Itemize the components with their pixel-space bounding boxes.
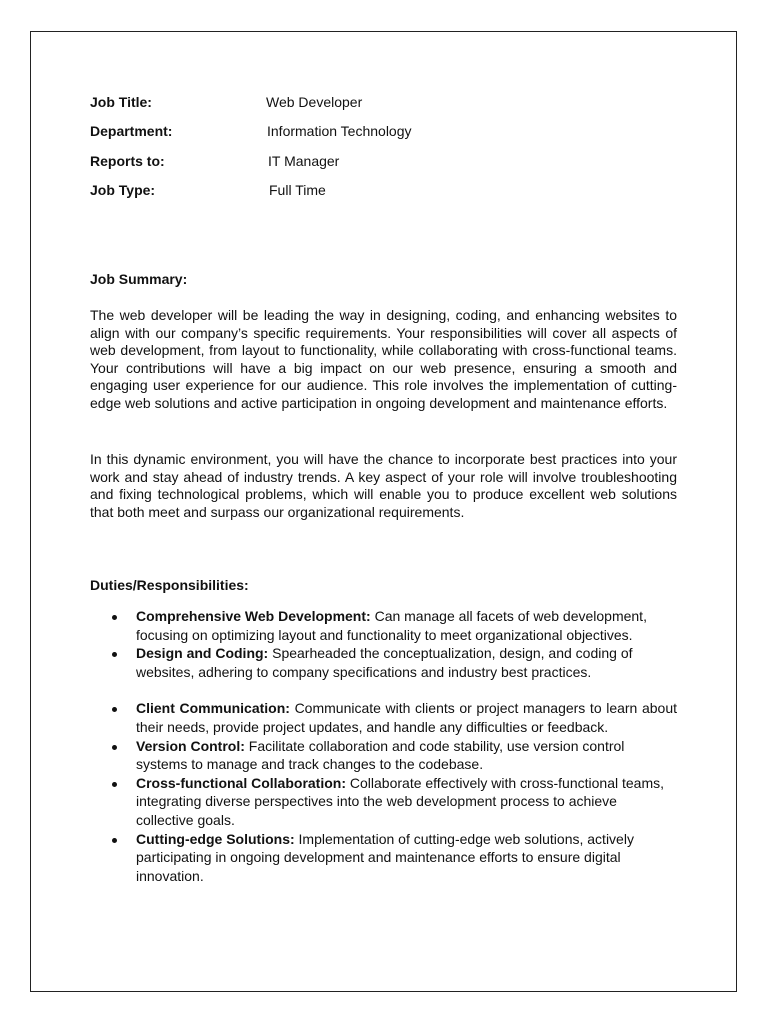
department-value: Information Technology xyxy=(267,123,412,139)
job-summary-heading: Job Summary: xyxy=(90,271,188,287)
duties-list xyxy=(112,607,677,885)
job-title-value: Web Developer xyxy=(266,94,363,110)
bullet-icon xyxy=(112,652,117,657)
duty-title: Cross-functional Collaboration: xyxy=(136,774,346,791)
duty-item xyxy=(112,830,677,886)
job-title-label: Job Title: xyxy=(90,94,152,110)
duty-text: Implementation of cutting-edge web solutions, actively participating in ongoing development and maintenance efforts to ensure digital innovation. xyxy=(136,830,634,884)
duty-item xyxy=(112,737,677,774)
duties-heading: Duties/Responsibilities: xyxy=(90,577,249,593)
duty-item xyxy=(112,774,677,830)
department-label: Department: xyxy=(90,123,173,139)
duty-text: Spearheaded the conceptualization, design, and coding of websites, adhering to company specifications and industry best practices. xyxy=(136,645,633,680)
duty-title: Cutting-edge Solutions: xyxy=(136,830,295,847)
duty-text: Facilitate collaboration and code stability, use version control systems to manage and track changes to the codebase. xyxy=(136,737,625,773)
bullet-icon xyxy=(112,782,117,787)
duty-text: Collaborate effectively with cross-functional teams, integrating diverse perspectives into the web development process to achieve collective goals. xyxy=(136,774,664,828)
duty-title: Design and Coding: xyxy=(136,645,269,662)
bullet-icon xyxy=(112,615,117,620)
duty-text: Can manage all facets of web development, focusing on optimizing layout and functionality to meet organizational objectives. xyxy=(136,608,647,643)
reports-to-label: Reports to: xyxy=(90,153,165,169)
duty-title: Client Communication: xyxy=(136,700,290,717)
reports-to-value: IT Manager xyxy=(268,153,340,169)
summary-paragraph-1: The web developer will be leading the way in designing, coding, and enhancing websites to align with our company’s specific requirements. Your responsibilities will cover all aspects of web development, from layout to functionality, while collaborating with cross-functional teams. Your contributions will have a big impact on our web presence, ensuring a smooth and engaging user experience for our audience. This role involves the implementation of cutting-edge web solutions and active participation in ongoing development and maintenance efforts. xyxy=(90,307,677,411)
duty-item xyxy=(112,644,677,681)
summary-paragraph-2: In this dynamic environment, you will have the chance to incorporate best practices into your work and stay ahead of industry trends. A key aspect of your role will involve troubleshooting and fixing technological problems, which will enable you to produce excellent web solutions that both meet and surpass our organizational requirements. xyxy=(90,451,677,520)
duty-title: Version Control: xyxy=(136,737,245,754)
bullet-icon xyxy=(112,707,117,712)
duty-title: Comprehensive Web Development: xyxy=(136,608,371,624)
duty-text: Communicate with clients or project managers to learn about their needs, provide project updates, and handle any difficulties or feedback. xyxy=(136,700,677,735)
duty-item xyxy=(112,699,677,736)
duty-item xyxy=(112,607,677,644)
bullet-icon xyxy=(112,838,117,843)
bullet-icon xyxy=(112,745,117,750)
job-type-value: Full Time xyxy=(269,182,326,198)
job-type-label: Job Type: xyxy=(90,182,156,198)
